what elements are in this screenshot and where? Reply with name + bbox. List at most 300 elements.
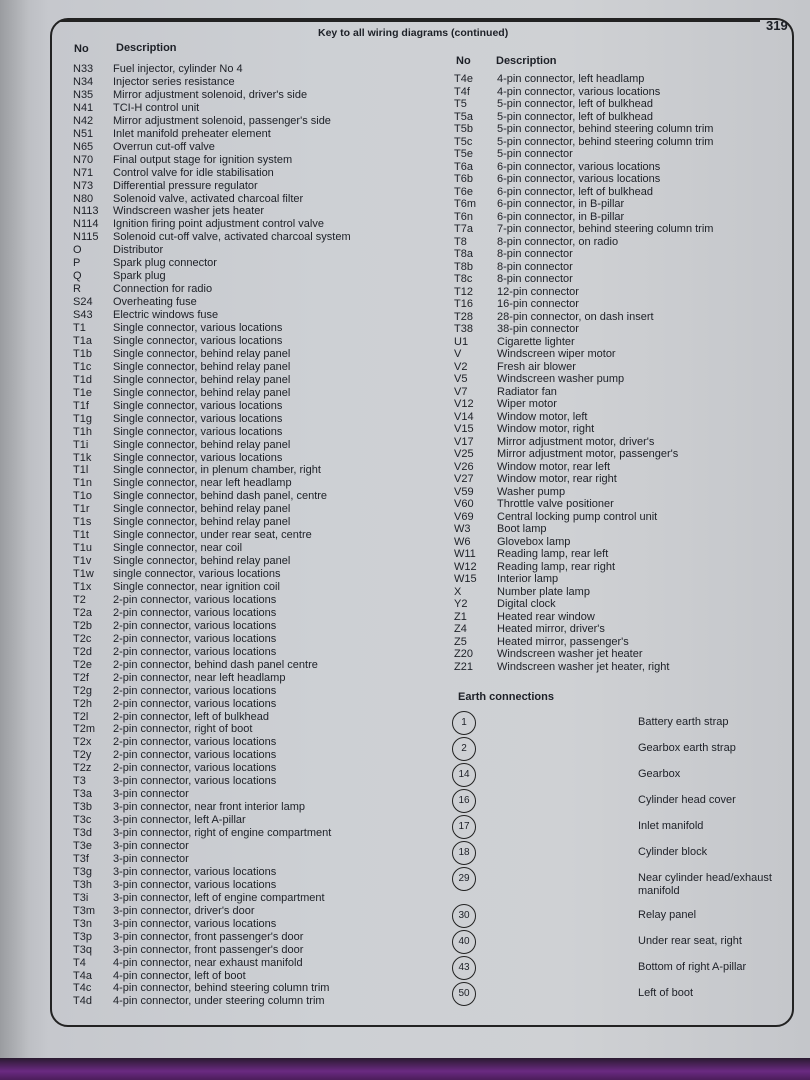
key-description: Ignition firing point adjustment control valve [113, 218, 324, 231]
key-row [73, 775, 413, 788]
right-no-header: No [456, 55, 471, 67]
key-row [73, 516, 413, 529]
key-row [73, 413, 413, 426]
earth-number-circle: 40 [452, 930, 476, 954]
earth-description: Near cylinder head/exhaust manifold [638, 872, 772, 897]
key-description: Distributor [113, 244, 164, 257]
key-description: 8-pin connector, on radio [497, 235, 619, 248]
key-row [73, 659, 413, 672]
key-row [73, 905, 413, 918]
key-number: T3f [73, 852, 89, 865]
key-number: V5 [454, 373, 468, 385]
earth-connection-item [452, 711, 772, 737]
key-row [454, 486, 794, 499]
key-row [73, 866, 413, 879]
key-number: T6n [454, 210, 473, 223]
key-description: Fuel injector, cylinder No 4 [113, 63, 243, 75]
key-number: T1o [73, 490, 92, 503]
key-row [73, 931, 413, 944]
key-row [73, 89, 413, 102]
key-row [454, 523, 794, 536]
key-number: T3e [73, 840, 92, 852]
key-number: T2h [73, 697, 92, 710]
key-row [73, 581, 413, 594]
key-row [454, 411, 794, 424]
key-description: 4-pin connector, left of boot [113, 969, 246, 982]
key-row [73, 439, 413, 452]
key-number: T3n [73, 917, 92, 930]
key-number: T8b [454, 260, 473, 273]
key-row [73, 76, 413, 89]
key-number: T1d [73, 373, 92, 386]
key-description: Overrun cut-off valve [113, 140, 215, 153]
key-number: V2 [454, 360, 468, 373]
key-description: 4-pin connector, behind steering column trim [113, 982, 330, 995]
key-description: Window motor, rear left [497, 460, 611, 473]
key-row [73, 723, 413, 736]
key-description: 2-pin connector, various locations [113, 736, 277, 749]
key-number: T6m [454, 198, 476, 210]
key-row [454, 636, 794, 649]
key-description: Spark plug [113, 270, 166, 283]
key-row [73, 633, 413, 646]
key-number: N80 [73, 192, 94, 205]
key-row [73, 970, 413, 983]
key-row [73, 685, 413, 698]
key-description: Mirror adjustment motor, driver's [497, 435, 655, 448]
key-row [73, 840, 413, 853]
key-description: Mirror adjustment solenoid, driver's side [113, 88, 308, 101]
key-description: 2-pin connector, various locations [113, 762, 277, 775]
key-description: Solenoid valve, activated charcoal filter [113, 192, 304, 205]
key-number: W12 [454, 560, 477, 573]
earth-connection-item [452, 956, 772, 982]
key-description: 3-pin connector, left A-pillar [113, 814, 246, 827]
key-description: Reading lamp, rear right [497, 560, 616, 573]
key-row [73, 477, 413, 490]
key-row [73, 503, 413, 516]
key-description: Connection for radio [113, 283, 213, 296]
key-description: 12-pin connector [497, 285, 579, 298]
key-number: T1h [73, 425, 92, 438]
key-row [454, 373, 794, 386]
key-description: Single connector, behind relay panel [113, 503, 291, 516]
key-description: 2-pin connector, near left headlamp [113, 671, 286, 684]
key-row [454, 148, 794, 161]
right-key-list [454, 73, 754, 693]
key-description: 3-pin connector [113, 840, 189, 852]
earth-number-circle: 16 [452, 789, 476, 813]
key-number: V12 [454, 398, 474, 410]
key-description: 4-pin connector, near exhaust manifold [113, 956, 303, 969]
key-number: T4 [73, 956, 86, 969]
key-number: W15 [454, 573, 477, 585]
key-row [454, 511, 794, 524]
right-description-header: Description [496, 55, 557, 67]
key-row [454, 386, 794, 399]
key-number: N41 [73, 101, 94, 114]
left-description-header: Description [116, 42, 177, 54]
key-description: 16-pin connector [497, 298, 579, 310]
key-number: T2e [73, 658, 92, 671]
key-row [454, 123, 794, 136]
earth-number-circle: 43 [452, 956, 476, 980]
key-description: Single connector, various locations [113, 322, 283, 334]
key-description: Heated rear window [497, 610, 595, 623]
key-number: T1r [73, 503, 90, 516]
key-number: V17 [454, 435, 474, 448]
key-row [73, 555, 413, 568]
key-row [73, 128, 413, 141]
key-number: V [454, 348, 462, 360]
earth-number-circle: 17 [452, 815, 476, 839]
key-description: Single connector, near left headlamp [113, 477, 292, 490]
key-description: 4-pin connector, left headlamp [497, 73, 645, 85]
key-description: Single connector, behind relay panel [113, 373, 291, 386]
key-number: N71 [73, 166, 94, 179]
key-number: T3b [73, 801, 92, 814]
key-row [454, 211, 794, 224]
key-row [73, 270, 413, 283]
key-description: Spark plug connector [113, 257, 217, 270]
key-description: Windscreen wiper motor [497, 348, 616, 360]
earth-description: Under rear seat, right [638, 935, 742, 947]
key-number: T1c [73, 360, 92, 373]
key-description: Window motor, rear right [497, 473, 617, 485]
key-number: T28 [454, 310, 473, 323]
key-number: T1b [73, 347, 92, 360]
earth-description: Battery earth strap [638, 716, 729, 728]
key-row [73, 879, 413, 892]
key-number: T1f [73, 399, 89, 412]
key-number: T1l [73, 464, 89, 477]
key-number: V59 [454, 485, 474, 498]
key-row [454, 286, 794, 299]
key-number: V60 [454, 498, 474, 510]
key-number: T4e [454, 73, 473, 85]
key-description: Central locking pump control unit [497, 510, 658, 523]
key-description: Single connector, behind relay panel [113, 516, 291, 529]
key-description: Solenoid cut-off valve, activated charcoal system [113, 231, 351, 244]
key-description: 3-pin connector, right of engine compartment [113, 827, 332, 840]
key-row [454, 436, 794, 449]
key-row [73, 620, 413, 633]
page-binding-edge [0, 0, 30, 1062]
key-number: T38 [454, 323, 473, 335]
key-description: Single connector, behind relay panel [113, 347, 291, 360]
key-row [73, 348, 413, 361]
key-number: T2m [73, 723, 95, 736]
key-row [73, 426, 413, 439]
key-number: V26 [454, 460, 474, 473]
key-number: T2b [73, 619, 92, 632]
earth-description: Gearbox earth strap [638, 742, 736, 754]
key-row [73, 452, 413, 465]
key-number: N115 [73, 231, 99, 244]
key-description: 4-pin connector, under steering column trim [113, 995, 325, 1008]
key-number: T2l [73, 710, 89, 723]
key-row [454, 498, 794, 511]
key-row [454, 86, 794, 99]
earth-number-circle: 50 [452, 982, 476, 1006]
key-row [73, 231, 413, 244]
key-row [73, 853, 413, 866]
key-row [73, 361, 413, 374]
earth-connection-item [452, 763, 772, 789]
key-row [73, 180, 413, 193]
key-number: X [454, 585, 462, 598]
key-description: Final output stage for ignition system [113, 153, 293, 166]
key-row [454, 136, 794, 149]
key-number: T4c [73, 982, 92, 995]
key-description: 6-pin connector, left of bulkhead [497, 185, 653, 198]
key-row [454, 236, 794, 249]
earth-number-circle: 14 [452, 763, 476, 787]
key-row [73, 814, 413, 827]
key-description: Single connector, near coil [113, 542, 243, 555]
key-number: T3c [73, 814, 92, 827]
key-number: T1a [73, 334, 92, 347]
key-row [73, 762, 413, 775]
key-description: Inlet manifold preheater element [113, 127, 271, 140]
key-row [73, 529, 413, 542]
key-number: T1s [73, 516, 92, 529]
key-number: T1n [73, 477, 92, 490]
key-number: T5c [454, 135, 473, 148]
key-description: 2-pin connector, left of bulkhead [113, 710, 269, 723]
key-row [73, 736, 413, 749]
key-number: N34 [73, 75, 94, 88]
key-number: T1x [73, 581, 92, 593]
key-number: T2d [73, 645, 92, 658]
key-row [73, 801, 413, 814]
key-number: T4d [73, 995, 92, 1008]
key-description: Interior lamp [497, 573, 559, 585]
key-description: Cigarette lighter [497, 335, 575, 348]
key-description: 2-pin connector, various locations [113, 684, 277, 697]
earth-description: Gearbox [638, 768, 681, 780]
key-number: T3d [73, 827, 92, 840]
key-description: 3-pin connector [113, 788, 189, 801]
key-row [454, 598, 794, 611]
page-number: 319 [766, 18, 788, 33]
key-row [454, 548, 794, 561]
earth-connection-item [452, 789, 772, 815]
key-number: T6a [454, 160, 473, 173]
key-number: T2z [73, 762, 92, 775]
key-row [73, 387, 413, 400]
key-description: 38-pin connector [497, 323, 579, 335]
header-rule [60, 20, 760, 22]
key-description: Injector series resistance [113, 75, 235, 88]
key-number: U1 [454, 335, 469, 348]
key-number: S43 [73, 309, 93, 322]
key-number: T3m [73, 904, 95, 917]
key-description: Window motor, left [497, 410, 588, 423]
left-no-header: No [74, 43, 89, 55]
key-number: S24 [73, 296, 93, 309]
key-number: T2 [73, 593, 86, 606]
key-description: 2-pin connector, various locations [113, 645, 277, 658]
key-row [73, 374, 413, 387]
key-number: T2c [73, 632, 92, 645]
key-description: TCI-H control unit [113, 101, 200, 114]
key-description: 2-pin connector, various locations [113, 632, 277, 645]
key-number: T2g [73, 684, 92, 697]
key-description: Single connector, behind relay panel [113, 360, 291, 373]
key-description: 3-pin connector, driver's door [113, 904, 255, 917]
key-number: W11 [454, 548, 476, 560]
key-number: W3 [454, 523, 471, 535]
key-number: N114 [73, 218, 99, 231]
key-row [73, 490, 413, 503]
key-description: Digital clock [497, 598, 556, 610]
key-number: N70 [73, 153, 94, 166]
key-number: T3 [73, 775, 86, 788]
earth-connection-item [452, 841, 772, 867]
key-description: 3-pin connector, front passenger's door [113, 930, 304, 943]
key-row [73, 711, 413, 724]
earth-description: Cylinder head cover [638, 794, 736, 806]
earth-number-circle: 1 [452, 711, 476, 735]
key-description: 7-pin connector, behind steering column trim [497, 223, 714, 235]
key-row [73, 218, 413, 231]
key-row [454, 561, 794, 574]
key-row [73, 309, 413, 322]
key-number: R [73, 283, 81, 296]
key-number: T2y [73, 749, 92, 762]
left-key-list [73, 63, 373, 1013]
key-row [73, 982, 413, 995]
key-number: T16 [454, 298, 473, 310]
earth-connection-item [452, 904, 772, 930]
key-number: T2f [73, 671, 89, 684]
key-row [454, 161, 794, 174]
key-number: N113 [73, 205, 99, 218]
key-description: Windscreen washer jet heater, right [497, 660, 670, 673]
key-number: T6e [454, 185, 473, 198]
key-description: 6-pin connector, in B-pillar [497, 210, 625, 223]
key-description: 28-pin connector, on dash insert [497, 310, 654, 323]
key-number: V7 [454, 385, 468, 398]
key-description: Mirror adjustment solenoid, passenger's side [113, 114, 331, 127]
earth-number-circle: 29 [452, 867, 476, 891]
key-row [73, 193, 413, 206]
key-number: N35 [73, 88, 94, 101]
earth-description: Bottom of right A-pillar [638, 961, 747, 973]
key-description: 2-pin connector, right of boot [113, 723, 253, 736]
key-description: Differential pressure regulator [113, 179, 258, 192]
key-number: Z4 [454, 623, 467, 635]
key-number: W6 [454, 535, 471, 548]
earth-number-circle: 30 [452, 904, 476, 928]
key-number: T4a [73, 969, 92, 982]
key-row [454, 348, 794, 361]
key-description: 8-pin connector [497, 273, 573, 285]
key-number: T5 [454, 98, 467, 110]
key-number: T2a [73, 606, 92, 619]
key-row [73, 102, 413, 115]
key-number: Z21 [454, 660, 473, 673]
key-number: P [73, 257, 81, 270]
key-description: Single connector, various locations [113, 334, 283, 347]
earth-connection-item [452, 867, 772, 897]
key-number: T3q [73, 943, 92, 956]
key-description: 5-pin connector, left of bulkhead [497, 110, 653, 123]
key-number: N33 [73, 63, 94, 75]
key-row [73, 400, 413, 413]
key-row [454, 298, 794, 311]
key-row [73, 464, 413, 477]
key-row [454, 323, 794, 336]
key-description: Windscreen washer pump [497, 373, 625, 385]
key-row [73, 205, 413, 218]
key-number: V69 [454, 510, 474, 523]
key-row [454, 461, 794, 474]
key-row [73, 296, 413, 309]
key-description: 2-pin connector, behind dash panel centre [113, 658, 318, 671]
key-row [454, 186, 794, 199]
key-number: V15 [454, 423, 474, 435]
key-row [73, 995, 413, 1008]
key-description: Single connector, various locations [113, 412, 283, 425]
key-number: T3p [73, 930, 92, 943]
earth-connection-item [452, 815, 772, 841]
key-description: Windscreen washer jet heater [497, 648, 643, 660]
key-number: T1 [73, 322, 86, 334]
key-row [73, 244, 413, 257]
key-row [454, 111, 794, 124]
key-number: N51 [73, 127, 94, 140]
key-number: T6b [454, 173, 473, 185]
key-row [73, 335, 413, 348]
key-description: 3-pin connector, various locations [113, 775, 277, 788]
earth-description: Cylinder block [638, 846, 708, 858]
key-description: Single connector, behind dash panel, centre [113, 490, 328, 503]
key-row [454, 611, 794, 624]
key-description: Glovebox lamp [497, 535, 571, 548]
key-number: V14 [454, 410, 474, 423]
earth-description: Relay panel [638, 909, 697, 921]
key-description: 5-pin connector [497, 148, 573, 160]
key-description: Overheating fuse [113, 296, 197, 309]
key-number: T4f [454, 85, 470, 98]
key-number: T5a [454, 110, 473, 123]
key-number: T1g [73, 412, 92, 425]
key-row [73, 257, 413, 270]
key-number: T8 [454, 235, 467, 248]
key-number: V27 [454, 473, 474, 485]
key-number: T1k [73, 451, 92, 464]
key-row [73, 141, 413, 154]
key-number: T5e [454, 148, 473, 160]
key-description: 3-pin connector, front passenger's door [113, 943, 304, 956]
key-description: Heated mirror, passenger's [497, 635, 629, 648]
key-description: Electric windows fuse [113, 309, 219, 322]
key-number: T1u [73, 542, 92, 555]
key-description: Single connector, behind relay panel [113, 438, 291, 451]
key-row [454, 98, 794, 111]
key-row [454, 173, 794, 186]
key-row [73, 167, 413, 180]
key-row [454, 273, 794, 286]
key-number: Q [73, 270, 82, 283]
key-number: T1i [73, 438, 89, 451]
key-description: 3-pin connector, various locations [113, 865, 277, 878]
key-row [73, 918, 413, 931]
earth-connection-item [452, 930, 772, 956]
key-row [73, 892, 413, 905]
